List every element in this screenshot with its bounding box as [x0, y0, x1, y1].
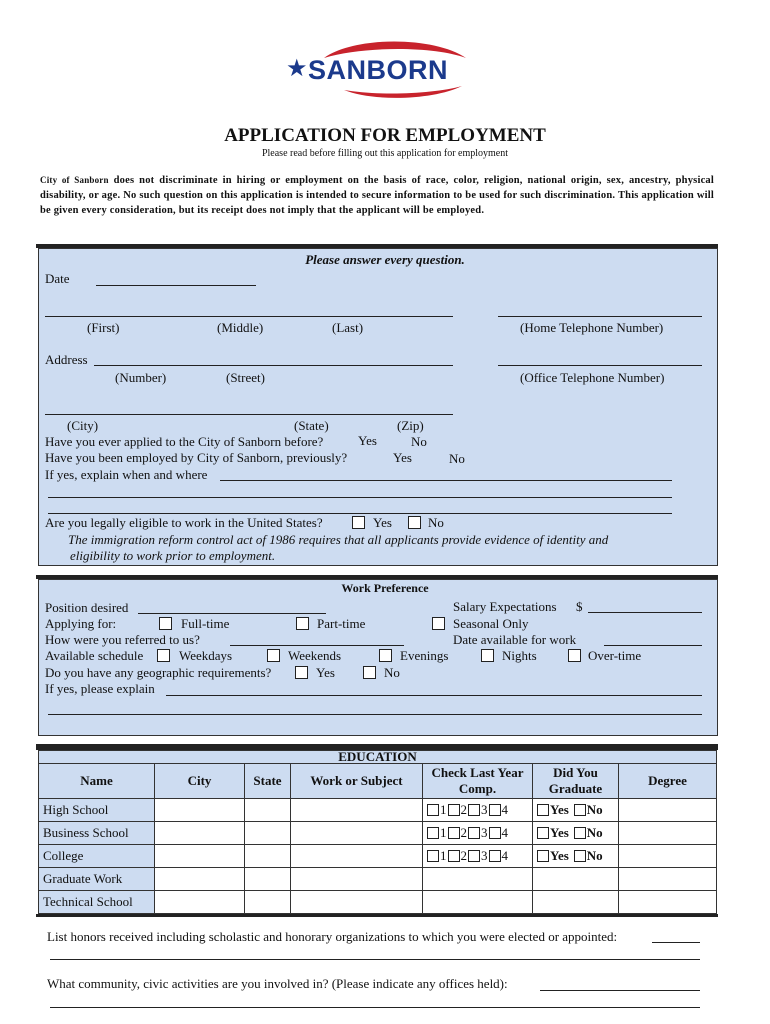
table-row — [39, 845, 717, 868]
geo-explain-field-1[interactable] — [166, 695, 702, 696]
last-label: (Last) — [332, 320, 364, 335]
office-phone-label: (Office Telephone Number) — [520, 370, 665, 385]
parttime-checkbox[interactable] — [296, 617, 309, 630]
graduate-yes-option[interactable] — [537, 802, 569, 817]
referred-label: How were you referred to us? — [45, 632, 200, 647]
explain-label: If yes, explain when and where — [45, 467, 208, 482]
nights-checkbox[interactable] — [481, 649, 494, 662]
number-label: (Number) — [115, 370, 167, 385]
zip-label: (Zip) — [397, 418, 424, 433]
date-field[interactable] — [96, 285, 256, 286]
employed-before-question: Have you been employed by City of Sanborn, previously? — [45, 450, 348, 465]
year-checkbox[interactable] — [489, 850, 501, 862]
explain-field-3[interactable] — [48, 513, 672, 514]
col-degree: Degree — [619, 764, 717, 799]
graduate-yes-checkbox[interactable] — [537, 804, 549, 816]
salary-field[interactable] — [588, 612, 702, 613]
graduate-no-checkbox[interactable] — [574, 827, 586, 839]
year-checkbox[interactable] — [448, 804, 460, 816]
geo-explain-field-2[interactable] — [48, 714, 702, 715]
year-option[interactable] — [489, 848, 509, 863]
year-option[interactable] — [489, 802, 509, 817]
year-option[interactable] — [448, 802, 468, 817]
year-checkbox[interactable] — [427, 827, 439, 839]
year-option[interactable] — [468, 825, 488, 840]
col-city: City — [155, 764, 245, 799]
geo-no-label: No — [384, 665, 400, 680]
col-name: Name — [39, 764, 155, 799]
year-label: 1 — [440, 848, 447, 863]
geo-question: Do you have any geographic requirements? — [45, 665, 272, 680]
col-state: State — [245, 764, 291, 799]
fulltime-label: Full-time — [181, 616, 230, 631]
year-checkbox[interactable] — [427, 850, 439, 862]
date-available-field[interactable] — [604, 645, 702, 646]
logo-text: SANBORN — [308, 55, 449, 85]
cell-last-year — [423, 799, 533, 822]
evenings-label: Evenings — [400, 648, 449, 663]
seasonal-checkbox[interactable] — [432, 617, 445, 630]
table-row — [39, 822, 717, 845]
year-label: 2 — [460, 802, 467, 817]
graduate-no-option[interactable] — [574, 825, 603, 840]
cell-last-year — [423, 845, 533, 868]
graduate-yes-checkbox[interactable] — [537, 827, 549, 839]
graduate-no-option[interactable] — [574, 848, 603, 863]
cell-subject[interactable] — [291, 845, 423, 868]
cell-state[interactable] — [245, 891, 291, 914]
nights-label: Nights — [502, 648, 537, 663]
policy-body: does not discriminate in hiring or employment on the basis of race, color, religion, national origin, sex, ancestry, physical disability, or age. No such question on this application is intended to secure information to be used for such discrimination. This application will be given every consideration, but its receipt does not imply that the applicant will be employed. — [40, 175, 714, 216]
graduate-no-label: No — [586, 848, 603, 863]
fulltime-checkbox[interactable] — [159, 617, 172, 630]
row-label-high-school: High School — [39, 799, 155, 822]
year-label: 1 — [440, 802, 447, 817]
cell-state[interactable] — [245, 822, 291, 845]
cell-graduate — [533, 799, 619, 822]
graduate-no-label: No — [586, 825, 603, 840]
year-label: 4 — [501, 825, 508, 840]
year-checkbox[interactable] — [489, 804, 501, 816]
year-checkbox[interactable] — [448, 827, 460, 839]
year-checkbox[interactable] — [468, 804, 480, 816]
cell-degree[interactable] — [619, 891, 717, 914]
table-row — [39, 799, 717, 822]
position-field[interactable] — [138, 613, 326, 614]
honors-field-1[interactable] — [652, 942, 700, 943]
state-label: (State) — [294, 418, 329, 433]
year-label: 4 — [501, 848, 508, 863]
geo-explain-label: If yes, please explain — [45, 681, 155, 696]
graduate-yes-checkbox[interactable] — [537, 850, 549, 862]
weekdays-label: Weekdays — [179, 648, 233, 663]
overtime-label: Over-time — [588, 648, 642, 663]
cell-graduate[interactable] — [533, 891, 619, 914]
cell-city[interactable] — [155, 868, 245, 891]
schedule-label: Available schedule — [45, 648, 144, 663]
year-option[interactable] — [427, 848, 447, 863]
cell-degree[interactable] — [619, 822, 717, 845]
year-option[interactable] — [427, 825, 447, 840]
immigration-note-2: eligibility to work prior to employment. — [70, 548, 276, 563]
cell-city[interactable] — [155, 845, 245, 868]
geo-yes-checkbox[interactable] — [295, 666, 308, 679]
year-checkbox[interactable] — [468, 850, 480, 862]
table-row — [39, 868, 717, 891]
row-label-technical-school: Technical School — [39, 891, 155, 914]
date-available-label: Date available for work — [453, 632, 577, 647]
page-subtitle: Please read before filling out this application for employment — [261, 148, 509, 159]
cell-degree[interactable] — [619, 799, 717, 822]
cell-last-year — [423, 822, 533, 845]
date-label: Date — [45, 271, 70, 286]
office-phone-field[interactable] — [498, 365, 702, 366]
year-checkbox[interactable] — [427, 804, 439, 816]
cell-graduate — [533, 822, 619, 845]
year-option[interactable] — [427, 802, 447, 817]
year-label: 3 — [481, 802, 488, 817]
applying-label: Applying for: — [45, 616, 117, 631]
cell-degree[interactable] — [619, 868, 717, 891]
weekends-label: Weekends — [288, 648, 342, 663]
community-question: What community, civic activities are you involved in? (Please indicate any offices held): — [47, 976, 508, 991]
year-option[interactable] — [468, 848, 488, 863]
salary-label: Salary Expectations — [453, 599, 557, 614]
eligible-no-label: No — [428, 515, 444, 530]
cell-subject[interactable] — [291, 891, 423, 914]
col-subject: Work or Subject — [291, 764, 423, 799]
cell-state[interactable] — [245, 845, 291, 868]
education-column-row — [39, 764, 717, 799]
eligible-yes-label: Yes — [373, 515, 392, 530]
weekdays-checkbox[interactable] — [157, 649, 170, 662]
graduate-no-label: No — [586, 802, 603, 817]
year-option[interactable] — [468, 802, 488, 817]
year-option[interactable] — [448, 825, 468, 840]
parttime-label: Part-time — [317, 616, 366, 631]
employed-yes-label[interactable]: Yes — [393, 450, 412, 465]
personal-header: Please answer every question. — [305, 252, 465, 267]
cell-subject[interactable] — [291, 822, 423, 845]
education-header-row — [39, 751, 717, 764]
row-label-business-school: Business School — [39, 822, 155, 845]
graduate-yes-label: Yes — [550, 848, 569, 863]
work-header: Work Preference — [341, 581, 429, 595]
education-header: EDUCATION — [39, 751, 717, 764]
sanborn-logo — [284, 38, 474, 104]
year-label: 4 — [501, 802, 508, 817]
col-graduate: Did You Graduate — [533, 764, 619, 799]
cell-graduate — [533, 845, 619, 868]
star-icon: ★ — [286, 54, 308, 82]
policy-org: City of Sanborn — [40, 175, 109, 185]
graduate-yes-label: Yes — [550, 802, 569, 817]
cell-city[interactable] — [155, 822, 245, 845]
year-option[interactable] — [448, 848, 468, 863]
education-bottom-bar — [36, 914, 718, 917]
year-checkbox[interactable] — [468, 827, 480, 839]
evenings-checkbox[interactable] — [379, 649, 392, 662]
year-label: 1 — [440, 825, 447, 840]
graduate-yes-option[interactable] — [537, 848, 569, 863]
street-label: (Street) — [226, 370, 265, 385]
community-field-1[interactable] — [540, 990, 700, 991]
year-label: 2 — [460, 825, 467, 840]
education-table — [38, 750, 717, 914]
applied-no-label[interactable]: No — [411, 434, 427, 449]
city-label: (City) — [67, 418, 99, 433]
year-option[interactable] — [489, 825, 509, 840]
address-field[interactable] — [94, 365, 453, 366]
honors-field-2[interactable] — [50, 959, 700, 960]
cell-state[interactable] — [245, 868, 291, 891]
home-phone-field[interactable] — [498, 316, 702, 317]
table-row — [39, 891, 717, 914]
position-label: Position desired — [45, 600, 129, 615]
cell-degree[interactable] — [619, 845, 717, 868]
explain-field-2[interactable] — [48, 497, 672, 498]
referred-field[interactable] — [230, 645, 404, 646]
applied-yes-label[interactable]: Yes — [358, 433, 377, 448]
row-label-college: College — [39, 845, 155, 868]
geo-no-checkbox[interactable] — [363, 666, 376, 679]
middle-label: (Middle) — [217, 320, 264, 335]
year-label: 3 — [481, 848, 488, 863]
cell-last-year[interactable] — [423, 868, 533, 891]
eligible-yes-checkbox[interactable] — [352, 516, 365, 529]
city-state-zip-field[interactable] — [45, 414, 453, 415]
cell-state[interactable] — [245, 799, 291, 822]
employed-no-label[interactable]: No — [449, 451, 465, 466]
name-field[interactable] — [45, 316, 453, 317]
graduate-no-option[interactable] — [574, 802, 603, 817]
year-checkbox[interactable] — [489, 827, 501, 839]
graduate-no-checkbox[interactable] — [574, 850, 586, 862]
cell-city[interactable] — [155, 799, 245, 822]
first-label: (First) — [87, 320, 120, 335]
overtime-checkbox[interactable] — [568, 649, 581, 662]
eligible-no-checkbox[interactable] — [408, 516, 421, 529]
immigration-note-1: The immigration reform control act of 1986 requires that all applicants provide evidence of identity and — [68, 532, 609, 547]
year-label: 2 — [460, 848, 467, 863]
cell-graduate[interactable] — [533, 868, 619, 891]
seasonal-label: Seasonal Only — [453, 616, 529, 631]
row-label-graduate-work: Graduate Work — [39, 868, 155, 891]
explain-field-1[interactable] — [220, 480, 672, 481]
salary-dollar: $ — [576, 599, 583, 614]
community-field-2[interactable] — [50, 1007, 700, 1008]
policy-text — [40, 173, 714, 218]
year-label: 3 — [481, 825, 488, 840]
home-phone-label: (Home Telephone Number) — [520, 320, 664, 335]
weekends-checkbox[interactable] — [267, 649, 280, 662]
graduate-no-checkbox[interactable] — [574, 804, 586, 816]
graduate-yes-option[interactable] — [537, 825, 569, 840]
cell-last-year[interactable] — [423, 891, 533, 914]
col-last-year: Check Last Year Comp. — [423, 764, 533, 799]
applied-before-question: Have you ever applied to the City of Sanborn before? — [45, 434, 324, 449]
honors-question: List honors received including scholastic and honorary organizations to which you were elected or appointed: — [47, 929, 618, 944]
eligible-question: Are you legally eligible to work in the United States? — [45, 515, 323, 530]
cell-city[interactable] — [155, 891, 245, 914]
year-checkbox[interactable] — [448, 850, 460, 862]
address-label: Address — [45, 352, 88, 367]
geo-yes-label: Yes — [316, 665, 335, 680]
cell-subject[interactable] — [291, 868, 423, 891]
cell-subject[interactable] — [291, 799, 423, 822]
graduate-yes-label: Yes — [550, 825, 569, 840]
page-title: APPLICATION FOR EMPLOYMENT — [224, 125, 546, 146]
